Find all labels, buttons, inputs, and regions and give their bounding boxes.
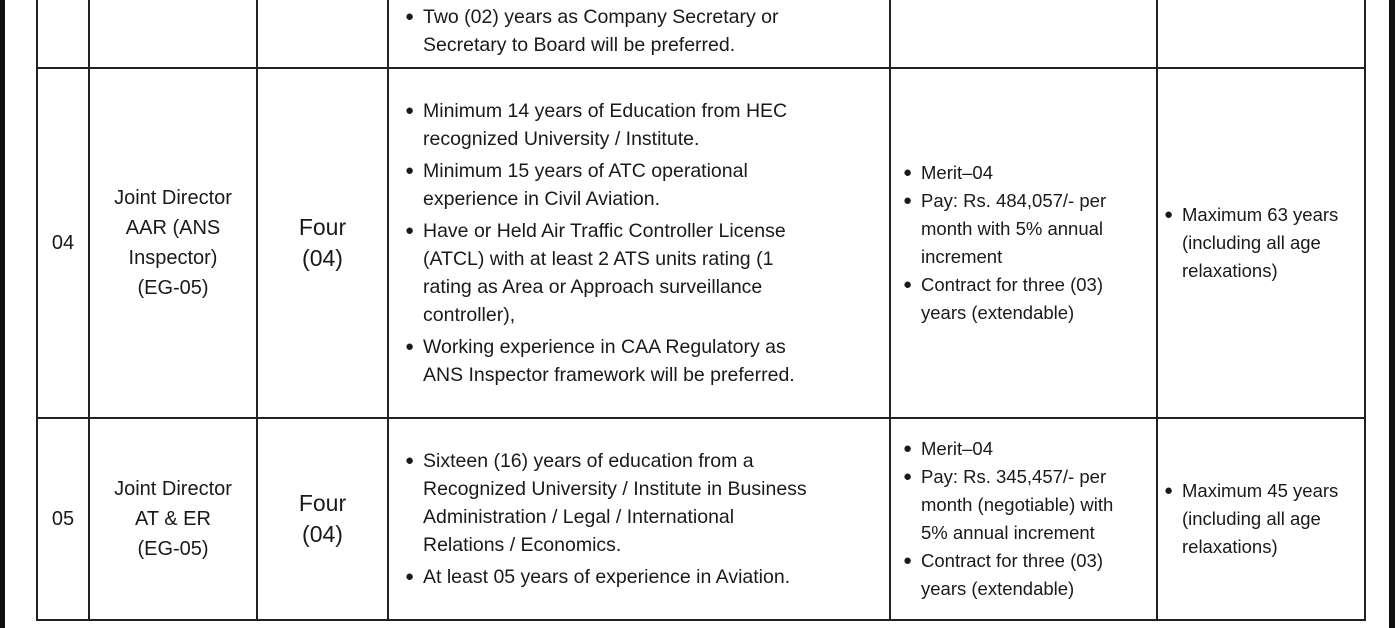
qualification-text: Administration / Legal / International [423,506,735,528]
qualification-text: ● Minimum 14 years of Education from HEC [423,100,788,122]
qualification-text: rating as Area or Approach surveillance [423,276,763,298]
age-limit-cell [1157,0,1365,68]
post-name-line: Inspector) [128,247,218,269]
serial-number-cell: 04 [37,68,89,418]
terms-text: month with 5% annual [921,218,1104,239]
number-of-posts-cell [257,0,388,68]
age-limit-cell [1157,418,1365,620]
age-limit-cell [1157,68,1365,418]
post-name-cell [89,0,257,68]
terms-text: years (extendable) [921,578,1075,599]
post-name-line: (EG-05) [137,538,209,560]
job-vacancy-table [36,0,1366,621]
number-of-posts-cell [257,68,388,418]
qualification-text: Secretary to Board will be preferred. [423,34,736,56]
qualification-cell [388,0,890,68]
qualification-item [389,563,889,591]
qualification-text: Relations / Economics. [423,534,622,556]
post-name-cell [89,68,257,418]
number-of-posts-line: Four [298,490,347,516]
qualification-text: ● Sixteen (16) years of education from a [423,450,754,472]
qualification-item [389,97,889,153]
age-limit-text: ● Maximum 45 years [1182,480,1339,501]
age-limit-item [1158,201,1364,285]
terms-item [891,463,1156,547]
qualification-list [389,97,889,389]
qualification-item [389,217,889,329]
qualification-text: ● Working experience in CAA Regulatory as [423,336,786,358]
qualification-text: ● Minimum 15 years of ATC operational [423,160,748,182]
qualification-text: recognized University / Institute. [423,128,700,150]
age-limit-list [1158,201,1364,285]
post-name-cell [89,418,257,620]
age-limit-item [1158,477,1364,561]
qualification-text: ● Have or Held Air Traffic Controller License [423,220,786,242]
age-limit-text: relaxations) [1182,260,1278,281]
terms-list [891,159,1156,327]
terms-cell [890,418,1157,620]
number-of-posts-line: (04) [302,521,343,547]
age-limit-text: (including all age [1182,232,1321,253]
post-name-line: AAR (ANS [125,217,221,239]
post-name-line: Joint Director [114,187,232,209]
table-row [37,68,1365,418]
terms-cell [890,68,1157,418]
terms-item [891,159,1156,187]
age-limit-text: (including all age [1182,508,1321,529]
serial-number-cell: 05 [37,418,89,620]
qualification-text: ● Two (02) years as Company Secretary or [423,6,779,28]
terms-list [891,435,1156,603]
age-limit-text: relaxations) [1182,536,1278,557]
qualification-item [389,3,889,59]
terms-item [891,547,1156,603]
number-of-posts-line: (04) [302,245,343,271]
terms-text: ● Contract for three (03) [921,274,1103,295]
qualification-cell [388,68,890,418]
terms-item [891,187,1156,271]
qualification-cell [388,418,890,620]
terms-item [891,435,1156,463]
qualification-text: ANS Inspector framework will be preferred. [423,364,795,386]
age-limit-text: ● Maximum 63 years [1182,204,1339,225]
table-row [37,0,1365,68]
terms-cell [890,0,1157,68]
post-name-line: AT & ER [135,508,211,530]
qualification-text: Recognized University / Institute in Business [423,478,807,500]
serial-number-cell [37,0,89,68]
terms-text: increment [921,246,1003,267]
number-of-posts-line: Four [298,214,347,240]
qualification-item [389,157,889,213]
qualification-item [389,333,889,389]
terms-item [891,271,1156,327]
qualification-text: (ATCL) with at least 2 ATS units rating (1 [423,248,774,270]
qualification-text: ● At least 05 years of experience in Aviation. [423,566,791,588]
post-name-line: Joint Director [114,478,232,500]
terms-text: ● Merit–04 [921,438,993,459]
qualification-text: experience in Civil Aviation. [423,188,661,210]
qualification-list [389,447,889,591]
post-name-line: (EG-05) [137,277,209,299]
table-row [37,418,1365,620]
terms-text: ● Pay: Rs. 484,057/- per [921,190,1107,211]
terms-text: 5% annual increment [921,522,1095,543]
age-limit-list [1158,477,1364,561]
terms-text: month (negotiable) with [921,494,1114,515]
terms-text: years (extendable) [921,302,1075,323]
terms-text: ● Pay: Rs. 345,457/- per [921,466,1107,487]
qualification-item [389,447,889,559]
number-of-posts-cell [257,418,388,620]
qualification-text: controller), [423,304,516,326]
qualification-list [389,3,889,59]
terms-text: ● Merit–04 [921,162,993,183]
terms-text: ● Contract for three (03) [921,550,1103,571]
